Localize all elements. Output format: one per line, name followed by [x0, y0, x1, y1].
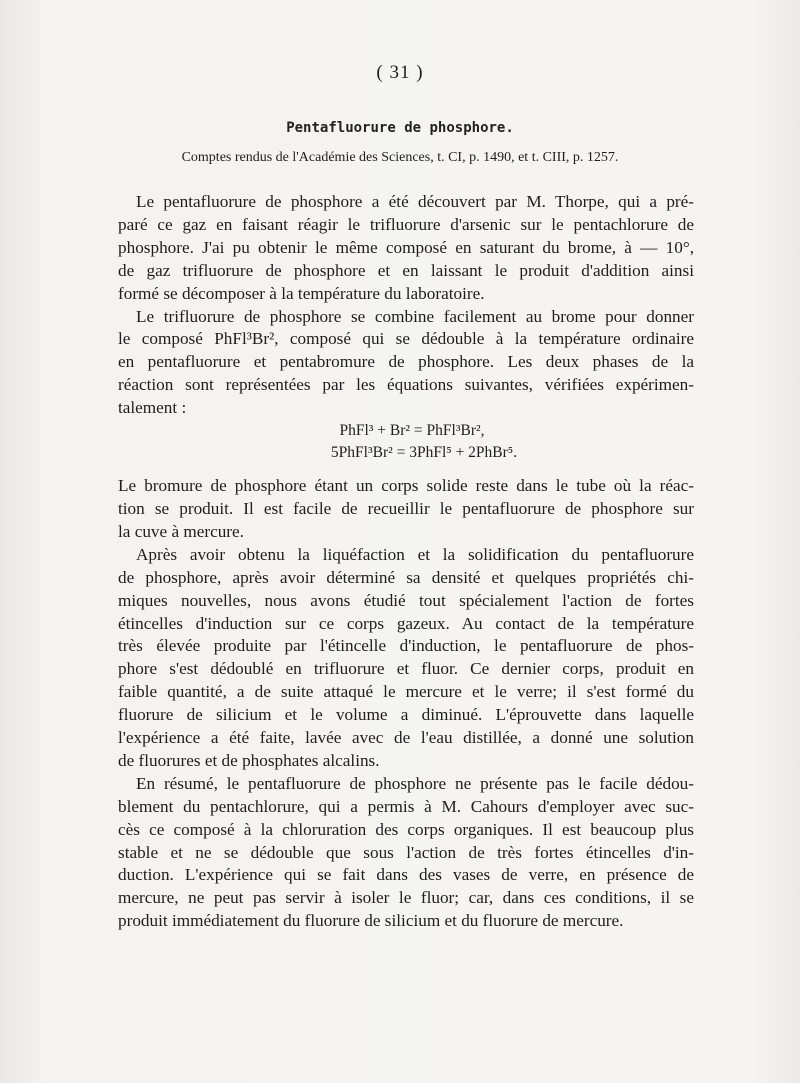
- text-line: en pentafluorure et pentabromure de phosphore. Les deux phases de la: [118, 352, 694, 372]
- text-line: duction. L'expérience qui se fait dans des vases de verre, en présence de: [118, 865, 694, 885]
- text-line: de gaz trifluorure de phosphore et en laissant le produit d'addition ainsi: [118, 260, 694, 280]
- text-line: le composé PhFl³Br², composé qui se dédouble à la température ordinaire: [118, 329, 694, 349]
- reference-citation: Comptes rendus de l'Académie des Sciences, t. CI, p. 1490, et t. CIII, p. 1257.: [181, 150, 619, 165]
- paragraph: [118, 544, 694, 773]
- text-line: blement du pentachlorure, qui a permis à M. Cahours d'employer avec suc-: [118, 796, 694, 816]
- body-text: [118, 191, 694, 933]
- text-line: paré ce gaz en faisant réagir le trifluorure d'arsenic sur le pentachlorure de: [118, 214, 694, 234]
- paragraph: [118, 475, 694, 544]
- text-line: l'expérience a été faite, lavée avec de l'eau distillée, a donné une solution: [118, 728, 694, 748]
- text-line: très élevée produite par l'étincelle d'induction, le pentafluorure de phos-: [118, 636, 694, 656]
- text-line: phosphore. J'ai pu obtenir le même composé en saturant du brome, à — 10°,: [118, 237, 694, 257]
- paragraph: [118, 191, 694, 306]
- text-line: Après avoir obtenu la liquéfaction et la solidification du pentafluorure: [136, 544, 694, 564]
- text-line: de phosphore, après avoir déterminé sa densité et quelques propriétés chi-: [118, 567, 694, 587]
- text-line: phore s'est dédoublé en trifluorure et fluor. Ce dernier corps, produit en: [118, 659, 694, 679]
- equation: 5PhFl³Br² = 3PhFl⁵ + 2PhBr⁵.: [330, 444, 518, 462]
- text-line: Le bromure de phosphore étant un corps solide reste dans le tube où la réac-: [118, 476, 694, 496]
- text-line: mercure, ne peut pas servir à isoler le fluor; car, dans ces conditions, il se: [118, 888, 694, 908]
- text-line: la cuve à mercure.: [118, 521, 244, 541]
- text-line: En résumé, le pentafluorure de phosphore ne présente pas le facile dédou-: [136, 773, 694, 793]
- text-line: faible quantité, a de suite attaqué le mercure et le verre; il s'est formé du: [118, 682, 694, 702]
- text-line: miques nouvelles, nous avons étudié tout spécialement l'action de fortes: [118, 590, 694, 610]
- text-line: formé se décomposer à la température du laboratoire.: [118, 283, 485, 303]
- text-line: Le trifluorure de phosphore se combine facilement au brome pour donner: [136, 306, 694, 326]
- text-line: produit immédiatement du fluorure de silicium et du fluorure de mercure.: [118, 911, 624, 931]
- section-title: Pentafluorure de phosphore.: [286, 120, 514, 136]
- equations: [118, 420, 694, 464]
- text-line: talement :: [118, 398, 187, 418]
- text-line: de fluorures et de phosphates alcalins.: [118, 750, 380, 770]
- text-line: cès ce composé à la chloruration des corps organiques. Il est beaucoup plus: [118, 819, 694, 839]
- paragraph: [118, 773, 694, 933]
- text-line: tion se produit. Il est facile de recueillir le pentafluorure de phosphore sur: [118, 498, 694, 518]
- text-line: Le pentafluorure de phosphore a été découvert par M. Thorpe, qui a pré-: [136, 192, 694, 211]
- page-number: ( 31 ): [376, 62, 424, 83]
- text-line: stable et ne se dédouble que sous l'action de très fortes étincelles d'in-: [118, 842, 694, 862]
- text-line: fluorure de silicium et le volume a diminué. L'éprouvette dans laquelle: [118, 705, 694, 725]
- paragraph: [118, 306, 694, 421]
- text-line: étincelles d'induction sur ce corps gazeux. Au contact de la température: [118, 613, 694, 633]
- text-line: réaction sont représentées par les équations suivantes, vérifiées expérimen-: [118, 375, 694, 395]
- equation: PhFl³ + Br² = PhFl³Br²,: [339, 422, 485, 440]
